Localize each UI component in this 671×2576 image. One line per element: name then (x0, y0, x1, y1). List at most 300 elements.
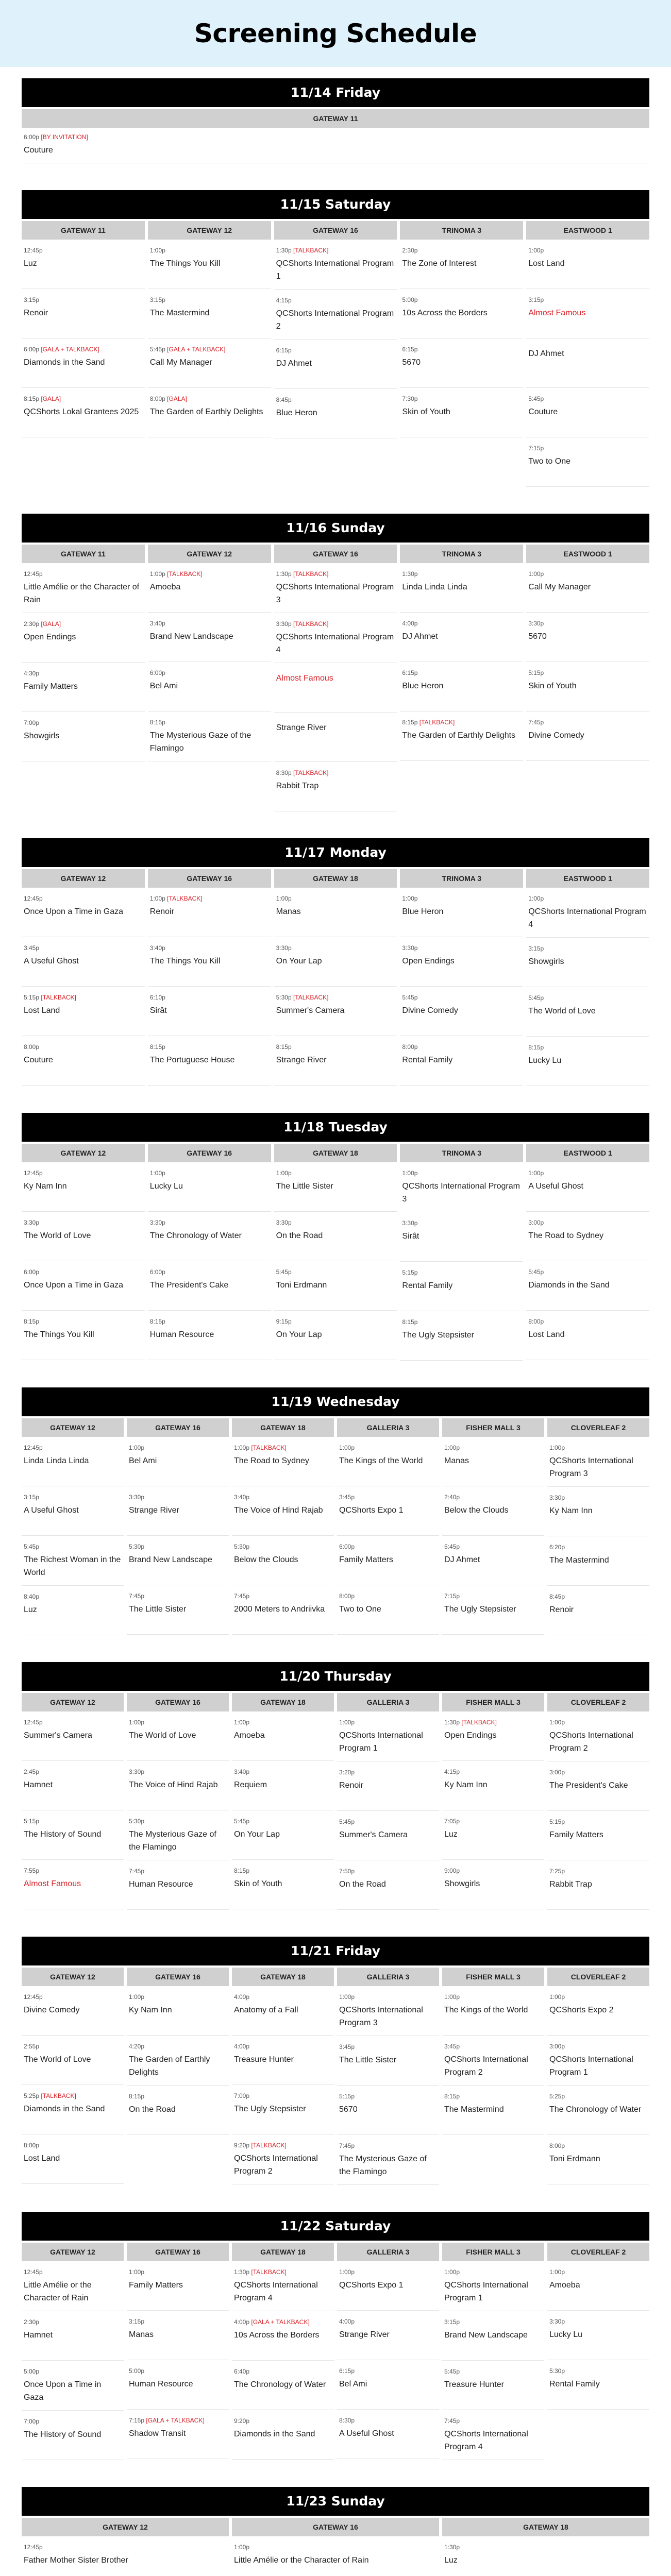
film-title[interactable]: Couture (528, 408, 558, 416)
film-title[interactable]: Amoeba (149, 583, 181, 591)
film-title[interactable]: Toni Erdmann (276, 1281, 327, 1290)
film-title[interactable]: The President's Cake (149, 1281, 229, 1290)
screening-entry[interactable] (22, 128, 649, 163)
film-title[interactable]: Luz (444, 2556, 458, 2565)
screening-entry[interactable] (442, 1810, 544, 1860)
screening-entry[interactable] (547, 1536, 649, 1586)
screening-entry[interactable] (547, 1586, 649, 1635)
film-title[interactable]: Diamonds in the Sand (528, 1281, 610, 1290)
film-title[interactable]: Requiem (234, 1781, 267, 1789)
screening-entry[interactable] (22, 888, 145, 937)
film-title[interactable]: The Chronology of Water (149, 1231, 242, 1240)
screening-entry[interactable] (127, 1860, 229, 1910)
screening-entry[interactable] (337, 1585, 439, 1635)
film-title[interactable]: Lost Land (528, 1330, 565, 1339)
film-title[interactable]: QCShorts International Program 4 (276, 633, 394, 654)
film-title[interactable]: Family Matters (129, 2281, 183, 2290)
film-title[interactable]: Little Amélie or the Character of Rain (24, 583, 140, 604)
film-title[interactable]: QCShorts Expo 2 (549, 2006, 614, 2014)
screening-entry[interactable] (400, 711, 523, 761)
screening-entry[interactable] (148, 338, 271, 388)
screening-entry[interactable] (442, 2261, 544, 2311)
film-title[interactable]: Once Upon a Time in Gaza (24, 907, 123, 916)
screening-entry[interactable] (526, 1212, 649, 1261)
screening-entry[interactable] (400, 338, 523, 388)
film-title[interactable]: QCShorts International Program 1 (444, 2281, 528, 2302)
film-title[interactable]: The Kings of the World (339, 1456, 423, 1465)
film-title[interactable]: QCShorts Expo 1 (339, 1506, 404, 1515)
film-title[interactable]: The Mysterious Gaze of the Flamingo (149, 731, 251, 753)
film-title[interactable]: QCShorts International Program 3 (276, 583, 394, 604)
screening-entry[interactable] (337, 1536, 439, 1585)
screening-entry[interactable] (22, 1212, 145, 1261)
film-title[interactable]: Rental Family (549, 2380, 600, 2388)
screening-entry[interactable] (22, 937, 145, 987)
film-title[interactable]: The History of Sound (24, 2430, 102, 2439)
screening-entry[interactable] (148, 1311, 271, 1360)
film-title[interactable]: The World of Love (24, 2055, 91, 2064)
film-title[interactable]: Sirât (149, 1006, 167, 1015)
screening-entry[interactable] (547, 1811, 649, 1860)
film-title[interactable]: Ky Nam Inn (444, 1781, 488, 1789)
film-title[interactable]: The World of Love (129, 1731, 196, 1740)
screening-entry[interactable] (274, 613, 397, 663)
screening-entry[interactable] (148, 563, 271, 613)
screening-entry[interactable] (337, 1486, 439, 1536)
film-title[interactable]: Ky Nam Inn (24, 1182, 67, 1191)
screening-entry[interactable] (526, 240, 649, 289)
screening-entry[interactable] (442, 2036, 544, 2086)
screening-entry[interactable] (22, 2134, 124, 2184)
screening-entry[interactable] (526, 338, 649, 388)
screening-entry[interactable] (442, 1761, 544, 1810)
screening-entry[interactable] (22, 2036, 124, 2085)
film-title[interactable]: Anatomy of a Fall (234, 2006, 298, 2014)
screening-entry[interactable] (337, 2360, 439, 2410)
screening-entry[interactable] (148, 388, 271, 437)
film-title[interactable]: Hamnet (24, 2331, 53, 2340)
film-title[interactable]: Hamnet (24, 1781, 53, 1789)
screening-entry[interactable] (22, 1437, 124, 1486)
film-title[interactable]: The President's Cake (549, 1781, 628, 1790)
film-title[interactable]: Shadow Transit (129, 2429, 186, 2438)
film-title[interactable]: A Useful Ghost (24, 1506, 79, 1515)
film-title[interactable]: On the Road (339, 1880, 386, 1889)
film-title[interactable]: Ky Nam Inn (549, 1506, 593, 1515)
film-title[interactable]: On Your Lap (276, 957, 322, 965)
film-title[interactable]: The Ugly Stepsister (234, 2105, 306, 2113)
film-title[interactable]: Strange River (276, 1056, 327, 1064)
film-title[interactable]: The Voice of Hind Rajab (129, 1781, 218, 1789)
film-title[interactable]: The Little Sister (129, 1605, 187, 1614)
film-title[interactable]: Lucky Lu (549, 2330, 583, 2339)
film-title[interactable]: 5670 (402, 358, 421, 367)
screening-entry[interactable] (274, 340, 397, 389)
screening-entry[interactable] (232, 1437, 334, 1486)
screening-entry[interactable] (547, 2135, 649, 2184)
screening-entry[interactable] (22, 1986, 124, 2036)
film-title[interactable]: Divine Comedy (402, 1006, 458, 1015)
screening-entry[interactable] (22, 2311, 124, 2361)
film-title[interactable]: Showgirls (444, 1879, 480, 1888)
film-title[interactable]: The Mastermind (149, 309, 210, 317)
screening-entry[interactable] (232, 2085, 334, 2134)
film-title[interactable]: Renoir (149, 907, 174, 916)
screening-entry[interactable] (22, 2361, 124, 2411)
screening-entry[interactable] (274, 1036, 397, 1086)
film-title[interactable]: DJ Ahmet (276, 359, 312, 368)
film-title[interactable]: The Portuguese House (149, 1056, 235, 1064)
screening-entry[interactable] (232, 1860, 334, 1909)
screening-entry[interactable] (526, 987, 649, 1037)
film-title[interactable]: Linda Linda Linda (24, 1456, 89, 1465)
screening-entry[interactable] (400, 1311, 523, 1361)
film-title[interactable]: Bel Ami (129, 1456, 157, 1465)
film-title[interactable]: The Ugly Stepsister (402, 1331, 474, 1340)
film-title[interactable]: Manas (276, 907, 301, 916)
film-title[interactable]: Almost Famous (276, 674, 333, 683)
screening-entry[interactable] (232, 1761, 334, 1810)
film-title[interactable]: QCShorts International Program 4 (444, 2430, 528, 2451)
screening-entry[interactable] (22, 338, 145, 388)
film-title[interactable]: The Richest Woman in the World (24, 1555, 121, 1577)
screening-entry[interactable] (526, 388, 649, 437)
screening-entry[interactable] (22, 289, 145, 338)
screening-entry[interactable] (148, 613, 271, 662)
screening-entry[interactable] (400, 1262, 523, 1311)
screening-entry[interactable] (274, 937, 397, 987)
film-title[interactable]: Human Resource (129, 1880, 193, 1889)
film-title[interactable]: Divine Comedy (24, 2006, 80, 2014)
screening-entry[interactable] (526, 289, 649, 338)
film-title[interactable]: The Things You Kill (149, 259, 221, 268)
screening-entry[interactable] (337, 1860, 439, 1910)
screening-entry[interactable] (22, 2085, 124, 2134)
screening-entry[interactable] (526, 1037, 649, 1086)
film-title[interactable]: 5670 (339, 2105, 358, 2114)
film-title[interactable]: The Zone of Interest (402, 259, 477, 268)
film-title[interactable]: 5670 (528, 632, 547, 641)
film-title[interactable]: QCShorts International Program 1 (549, 2055, 633, 2077)
film-title[interactable]: The Mysterious Gaze of the Flamingo (129, 1830, 216, 1852)
screening-entry[interactable] (22, 2536, 229, 2576)
film-title[interactable]: The Mastermind (549, 1556, 609, 1565)
screening-entry[interactable] (274, 1311, 397, 1360)
film-title[interactable]: Treasure Hunter (234, 2055, 294, 2064)
screening-entry[interactable] (274, 389, 397, 438)
screening-entry[interactable] (337, 1811, 439, 1860)
screening-entry[interactable] (274, 987, 397, 1036)
screening-entry[interactable] (22, 240, 145, 289)
screening-entry[interactable] (232, 1711, 334, 1761)
film-title[interactable]: Linda Linda Linda (402, 583, 467, 591)
film-title[interactable]: Diamonds in the Sand (24, 358, 105, 367)
screening-entry[interactable] (232, 2311, 334, 2361)
film-title[interactable]: Lucky Lu (528, 1056, 562, 1065)
screening-entry[interactable] (337, 2036, 439, 2086)
film-title[interactable]: QCShorts International Program 3 (402, 1182, 520, 1204)
screening-entry[interactable] (22, 712, 145, 761)
film-title[interactable]: Blue Heron (402, 907, 444, 916)
film-title[interactable]: Brand New Landscape (129, 1555, 212, 1564)
screening-entry[interactable] (337, 2086, 439, 2135)
film-title[interactable]: Little Amélie or the Character of Rain (234, 2556, 369, 2565)
film-title[interactable]: Blue Heron (276, 409, 317, 417)
film-title[interactable]: QCShorts International Program 2 (444, 2055, 528, 2077)
screening-entry[interactable] (127, 1585, 229, 1635)
film-title[interactable]: Rabbit Trap (276, 782, 319, 790)
screening-entry[interactable] (274, 663, 397, 713)
screening-entry[interactable] (547, 1986, 649, 2036)
screening-entry[interactable] (127, 2261, 229, 2311)
film-title[interactable]: Two to One (528, 457, 571, 466)
screening-entry[interactable] (442, 1536, 544, 1585)
screening-entry[interactable] (442, 1860, 544, 1909)
film-title[interactable]: On Your Lap (276, 1330, 322, 1339)
film-title[interactable]: Blue Heron (402, 682, 444, 690)
film-title[interactable]: Amoeba (549, 2281, 580, 2290)
film-title[interactable]: The Things You Kill (149, 957, 221, 965)
screening-entry[interactable] (127, 2086, 229, 2135)
screening-entry[interactable] (22, 987, 145, 1036)
film-title[interactable]: Couture (24, 146, 53, 155)
screening-entry[interactable] (274, 888, 397, 937)
screening-entry[interactable] (232, 1986, 334, 2036)
screening-entry[interactable] (400, 388, 523, 437)
screening-entry[interactable] (526, 662, 649, 711)
screening-entry[interactable] (127, 1486, 229, 1536)
film-title[interactable]: Strange River (339, 2330, 390, 2339)
film-title[interactable]: The Things You Kill (24, 1330, 94, 1339)
film-title[interactable]: Luz (24, 1605, 37, 1614)
screening-entry[interactable] (148, 888, 271, 937)
film-title[interactable]: Strange River (276, 723, 327, 732)
screening-entry[interactable] (148, 240, 271, 289)
screening-entry[interactable] (400, 937, 523, 987)
film-title[interactable]: The Ugly Stepsister (444, 1605, 516, 1614)
screening-entry[interactable] (148, 1162, 271, 1212)
screening-entry[interactable] (337, 1437, 439, 1486)
screening-entry[interactable] (148, 1261, 271, 1311)
screening-entry[interactable] (442, 2086, 544, 2135)
screening-entry[interactable] (127, 1761, 229, 1810)
film-title[interactable]: QCShorts International Program 1 (276, 259, 394, 281)
screening-entry[interactable] (148, 662, 271, 711)
screening-entry[interactable] (400, 240, 523, 289)
film-title[interactable]: Summer's Camera (24, 1731, 92, 1740)
screening-entry[interactable] (232, 1536, 334, 1585)
film-title[interactable]: Renoir (549, 1605, 574, 1614)
screening-entry[interactable] (400, 563, 523, 613)
film-title[interactable]: QCShorts International Program 4 (528, 907, 646, 929)
screening-entry[interactable] (547, 1437, 649, 1487)
film-title[interactable]: Sirât (402, 1232, 420, 1241)
screening-entry[interactable] (127, 1810, 229, 1860)
screening-entry[interactable] (22, 613, 145, 663)
screening-entry[interactable] (442, 1585, 544, 1635)
screening-entry[interactable] (22, 1711, 124, 1761)
film-title[interactable]: Lost Land (528, 259, 565, 268)
film-title[interactable]: QCShorts International Program 4 (234, 2281, 318, 2302)
screening-entry[interactable] (526, 938, 649, 987)
film-title[interactable]: Luz (444, 1830, 458, 1839)
film-title[interactable]: Treasure Hunter (444, 2380, 504, 2389)
screening-entry[interactable] (22, 563, 145, 613)
screening-entry[interactable] (400, 987, 523, 1036)
screening-entry[interactable] (526, 613, 649, 662)
film-title[interactable]: Bel Ami (149, 682, 178, 690)
film-title[interactable]: The Little Sister (339, 2056, 397, 2064)
screening-entry[interactable] (337, 2135, 439, 2185)
film-title[interactable]: On the Road (129, 2105, 176, 2114)
film-title[interactable]: 2000 Meters to Andriivka (234, 1605, 325, 1614)
screening-entry[interactable] (232, 2134, 334, 2184)
screening-entry[interactable] (547, 1711, 649, 1761)
film-title[interactable]: Human Resource (129, 2380, 193, 2388)
screening-entry[interactable] (337, 1761, 439, 1811)
film-title[interactable]: On the Road (276, 1231, 323, 1240)
screening-entry[interactable] (274, 713, 397, 762)
film-title[interactable]: Family Matters (549, 1831, 603, 1839)
film-title[interactable]: Brand New Landscape (444, 2331, 528, 2340)
film-title[interactable]: Lost Land (24, 2154, 60, 2163)
screening-entry[interactable] (148, 937, 271, 987)
screening-entry[interactable] (274, 563, 397, 613)
screening-entry[interactable] (442, 1986, 544, 2036)
screening-entry[interactable] (22, 1860, 124, 1909)
film-title[interactable]: Summer's Camera (276, 1006, 345, 1015)
screening-entry[interactable] (22, 1162, 145, 1212)
film-title[interactable]: Little Amélie or the Character of Rain (24, 2281, 92, 2302)
screening-entry[interactable] (232, 2410, 334, 2460)
film-title[interactable]: Diamonds in the Sand (24, 2105, 105, 2113)
film-title[interactable]: Below the Clouds (234, 1555, 298, 1564)
film-title[interactable]: Open Endings (402, 957, 455, 965)
screening-entry[interactable] (22, 1036, 145, 1086)
screening-entry[interactable] (547, 1860, 649, 1910)
screening-entry[interactable] (442, 1486, 544, 1536)
film-title[interactable]: The Little Sister (276, 1182, 333, 1191)
film-title[interactable]: Below the Clouds (444, 1506, 509, 1515)
screening-entry[interactable] (22, 1761, 124, 1810)
film-title[interactable]: On Your Lap (234, 1830, 280, 1839)
screening-entry[interactable] (274, 240, 397, 290)
screening-entry[interactable] (232, 1810, 334, 1860)
film-title[interactable]: The Voice of Hind Rajab (234, 1506, 323, 1515)
screening-entry[interactable] (22, 1261, 145, 1311)
screening-entry[interactable] (127, 1437, 229, 1486)
screening-entry[interactable] (232, 2361, 334, 2410)
film-title[interactable]: A Useful Ghost (528, 1182, 583, 1191)
film-title[interactable]: The Road to Sydney (234, 1456, 309, 1465)
film-title[interactable]: Couture (24, 1056, 53, 1064)
film-title[interactable]: Skin of Youth (402, 408, 450, 416)
screening-entry[interactable] (22, 2411, 124, 2460)
screening-entry[interactable] (148, 289, 271, 338)
screening-entry[interactable] (547, 2360, 649, 2410)
film-title[interactable]: A Useful Ghost (339, 2429, 394, 2438)
screening-entry[interactable] (22, 663, 145, 712)
film-title[interactable]: DJ Ahmet (402, 632, 438, 641)
film-title[interactable]: QCShorts International Program 2 (234, 2154, 318, 2176)
film-title[interactable]: The Mastermind (444, 2105, 504, 2114)
film-title[interactable]: QCShorts International Program 3 (339, 2006, 423, 2027)
film-title[interactable]: The Mysterious Gaze of the Flamingo (339, 2155, 427, 2176)
film-title[interactable]: Family Matters (24, 682, 78, 691)
film-title[interactable]: Manas (129, 2330, 154, 2339)
film-title[interactable]: Ky Nam Inn (129, 2006, 172, 2014)
film-title[interactable]: Rental Family (402, 1281, 453, 1290)
film-title[interactable]: Family Matters (339, 1555, 393, 1564)
film-title[interactable]: The Garden of Earthly Delights (402, 731, 516, 740)
screening-entry[interactable] (337, 2311, 439, 2360)
screening-entry[interactable] (127, 2311, 229, 2360)
film-title[interactable]: The Garden of Earthly Delights (149, 408, 263, 416)
film-title[interactable]: QCShorts International Program 1 (339, 1731, 423, 1753)
film-title[interactable]: Skin of Youth (234, 1879, 282, 1888)
film-title[interactable]: Summer's Camera (339, 1831, 408, 1839)
film-title[interactable]: QCShorts Expo 1 (339, 2281, 404, 2290)
screening-entry[interactable] (274, 1162, 397, 1212)
screening-entry[interactable] (148, 711, 271, 761)
screening-entry[interactable] (274, 1212, 397, 1261)
screening-entry[interactable] (547, 2261, 649, 2311)
screening-entry[interactable] (274, 1261, 397, 1311)
screening-entry[interactable] (22, 1810, 124, 1860)
film-title[interactable]: Father Mother Sister Brother (24, 2556, 128, 2565)
screening-entry[interactable] (127, 2360, 229, 2410)
screening-entry[interactable] (442, 2536, 649, 2576)
film-title[interactable]: Brand New Landscape (149, 632, 233, 641)
screening-entry[interactable] (337, 1986, 439, 2036)
screening-entry[interactable] (232, 2536, 439, 2576)
film-title[interactable]: Renoir (24, 309, 48, 317)
screening-entry[interactable] (148, 1212, 271, 1261)
film-title[interactable]: The Road to Sydney (528, 1231, 604, 1240)
film-title[interactable]: The Garden of Earthly Delights (129, 2055, 210, 2077)
film-title[interactable]: The World of Love (528, 1007, 596, 1015)
screening-entry[interactable] (22, 1586, 124, 1635)
screening-entry[interactable] (442, 2361, 544, 2410)
film-title[interactable]: Rabbit Trap (549, 1880, 592, 1889)
film-title[interactable]: Rental Family (402, 1056, 453, 1064)
film-title[interactable]: Open Endings (24, 633, 76, 641)
screening-entry[interactable] (232, 1486, 334, 1536)
screening-entry[interactable] (547, 2311, 649, 2360)
film-title[interactable]: DJ Ahmet (444, 1555, 480, 1564)
screening-entry[interactable] (400, 613, 523, 662)
screening-entry[interactable] (22, 1486, 124, 1536)
film-title[interactable]: Call My Manager (149, 358, 212, 367)
film-title[interactable]: Bel Ami (339, 2380, 367, 2388)
screening-entry[interactable] (127, 1711, 229, 1761)
screening-entry[interactable] (22, 2261, 124, 2311)
film-title[interactable]: Showgirls (24, 732, 60, 740)
screening-entry[interactable] (274, 762, 397, 811)
screening-entry[interactable] (127, 1536, 229, 1585)
film-title[interactable]: Diamonds in the Sand (234, 2430, 315, 2438)
film-title[interactable]: DJ Ahmet (528, 349, 564, 358)
screening-entry[interactable] (526, 1162, 649, 1212)
film-title[interactable]: Amoeba (234, 1731, 265, 1740)
screening-entry[interactable] (526, 1261, 649, 1311)
film-title[interactable]: QCShorts International Program 2 (549, 1731, 633, 1753)
film-title[interactable]: Showgirls (528, 957, 564, 966)
film-title[interactable]: 10s Across the Borders (234, 2331, 320, 2340)
screening-entry[interactable] (232, 1585, 334, 1635)
screening-entry[interactable] (442, 1711, 544, 1761)
film-title[interactable]: The History of Sound (24, 1830, 102, 1839)
